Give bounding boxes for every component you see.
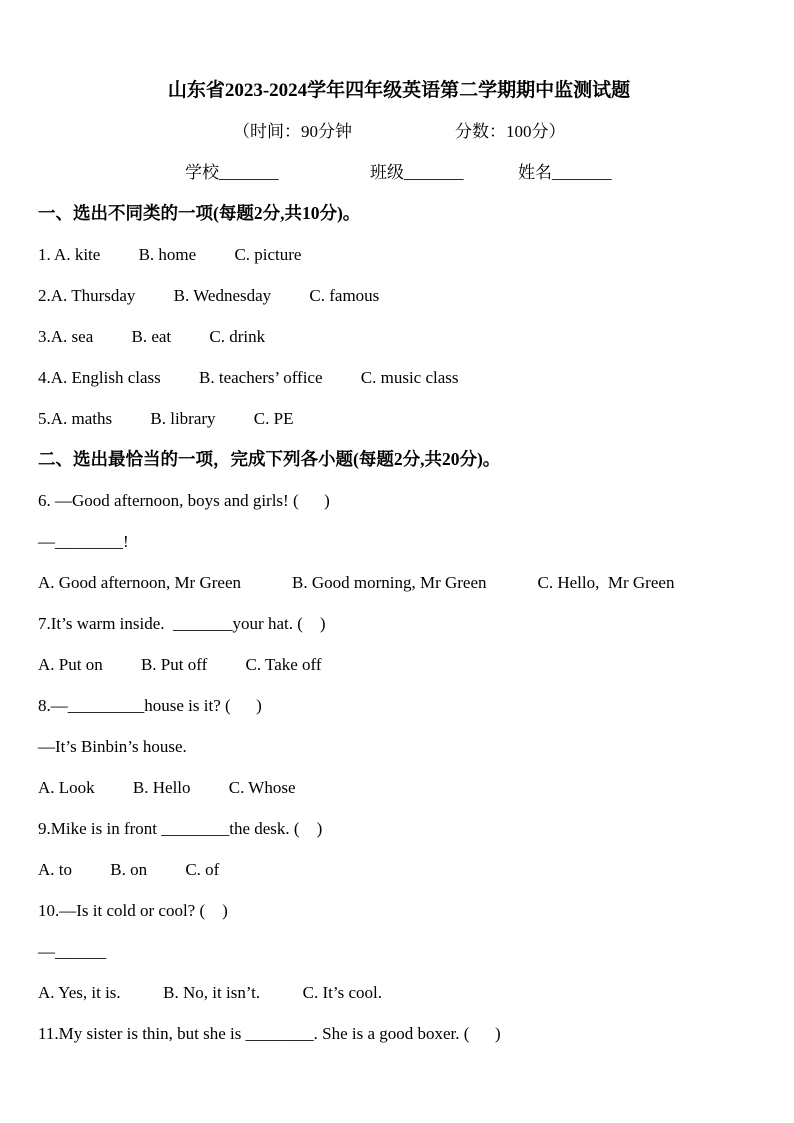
school-blank-field: 学校_______ <box>185 163 279 182</box>
student-info-line <box>38 152 760 193</box>
question-6-answer-blank: —________! <box>38 532 129 551</box>
section-1-heading: 一、选出不同类的一项(每题2分,共10分)。 <box>38 203 361 223</box>
question-line-11: 11.My sister is thin, but she is ________. She is a good boxer. ( ) <box>38 1024 501 1043</box>
question-6-options: A. Good afternoon, Mr Green B. Good morning, Mr Green C. Hello, Mr Green <box>38 573 675 592</box>
question-line-5: 5.A. maths B. library C. PE <box>38 409 294 428</box>
question-9-options: A. to B. on C. of <box>38 860 220 879</box>
time-limit-label: （时间：90分钟 <box>233 122 352 141</box>
question-10-options: A. Yes, it is. B. No, it isn’t. C. It’s cool. <box>38 983 382 1002</box>
name-blank-field: 姓名_______ <box>518 163 612 182</box>
question-10-answer-blank: —______ <box>38 942 106 961</box>
question-line-1: 1. A. kite B. home C. picture <box>38 245 302 264</box>
question-line-3: 3.A. sea B. eat C. drink <box>38 327 266 346</box>
question-8-options: A. Look B. Hello C. Whose <box>38 778 296 797</box>
question-line-7: 7.It’s warm inside. _______your hat. ( ) <box>38 614 326 633</box>
question-line-4: 4.A. English class B. teachers’ office C. music class <box>38 368 459 387</box>
page-title: 山东省2023-2024学年四年级英语第二学期期中监测试题 <box>167 80 631 101</box>
question-line-9: 9.Mike is in front ________the desk. ( ) <box>38 819 323 838</box>
page-content <box>38 70 760 1054</box>
question-line-8: 8.—_________house is it? ( ) <box>38 696 262 715</box>
question-line-6: 6. —Good afternoon, boys and girls! ( ) <box>38 491 330 510</box>
question-line-10: 10.—Is it cold or cool? ( ) <box>38 901 228 920</box>
class-blank-field: 班级_______ <box>370 163 464 182</box>
question-line-2: 2.A. Thursday B. Wednesday C. famous <box>38 286 380 305</box>
total-score-label: 分数：100分） <box>455 122 566 141</box>
question-7-options: A. Put on B. Put off C. Take off <box>38 655 322 674</box>
question-8-reply: —It’s Binbin’s house. <box>38 737 187 756</box>
meta-line <box>38 111 760 152</box>
section-2-heading: 二、选出最恰当的一项，完成下列各小题(每题2分,共20分)。 <box>38 449 501 469</box>
